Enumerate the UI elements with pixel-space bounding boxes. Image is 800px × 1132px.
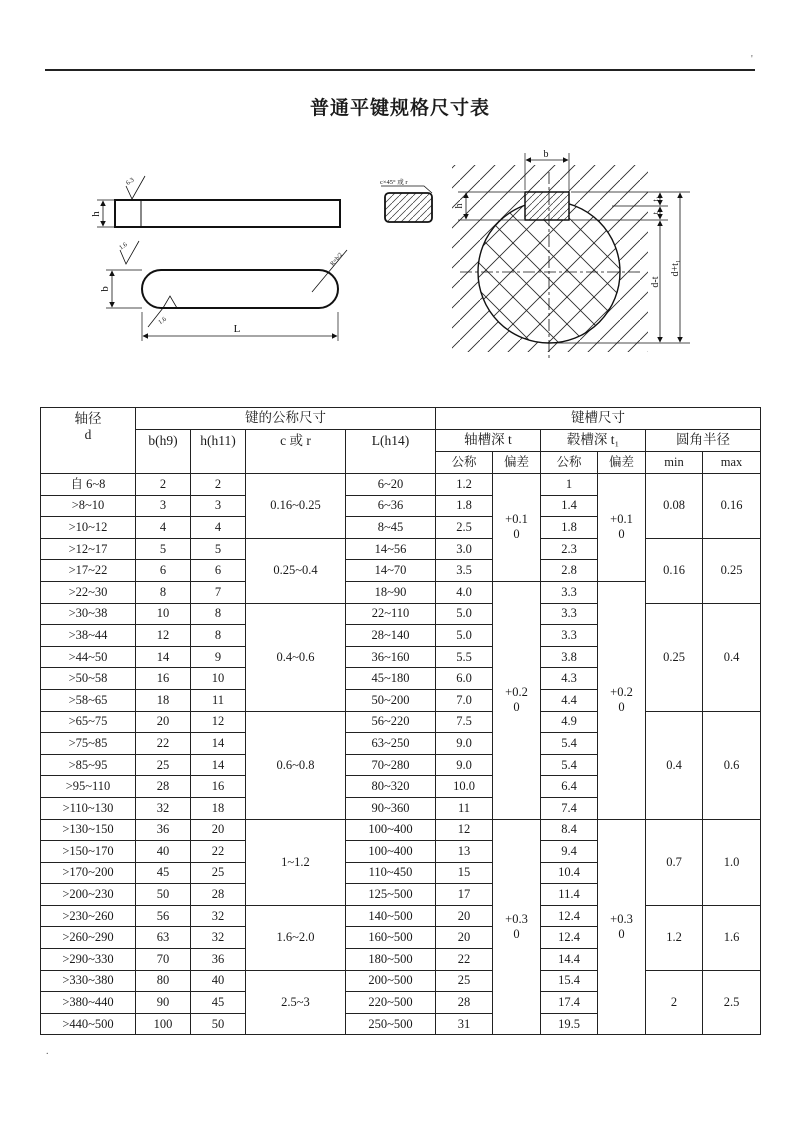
cell-key-length-L: 6~36 (346, 495, 436, 517)
assembly-hub-dim-label: d+t₁ (670, 259, 681, 277)
cell-shaft-diameter: >10~12 (41, 517, 136, 539)
cell-shaft-groove-depth-nominal: 11 (436, 797, 493, 819)
cell-key-height-h: 28 (191, 884, 246, 906)
cell-key-length-L: 14~56 (346, 538, 436, 560)
cell-fillet-radius-max: 1.0 (703, 819, 761, 905)
cell-shaft-groove-deviation: +0.1 0 (493, 474, 541, 582)
cell-fillet-radius-min: 0.25 (646, 603, 703, 711)
cell-shaft-diameter: >38~44 (41, 625, 136, 647)
cell-key-height-h: 32 (191, 927, 246, 949)
cell-key-length-L: 6~20 (346, 474, 436, 496)
cell-shaft-diameter: 自 6~8 (41, 474, 136, 496)
cell-hub-groove-depth-nominal: 10.4 (541, 862, 598, 884)
cell-key-width-b: 5 (136, 538, 191, 560)
cell-hub-groove-depth-nominal: 4.4 (541, 689, 598, 711)
cell-fillet-radius-max: 1.6 (703, 905, 761, 970)
assembly-key-width-label: b (543, 149, 549, 160)
cell-chamfer-c-or-r: 0.4~0.6 (246, 603, 346, 711)
cell-key-length-L: 56~220 (346, 711, 436, 733)
cell-key-height-h: 45 (191, 992, 246, 1014)
cell-key-height-h: 18 (191, 797, 246, 819)
cell-shaft-diameter: >130~150 (41, 819, 136, 841)
cell-fillet-radius-min: 0.4 (646, 711, 703, 819)
cell-shaft-diameter: >330~380 (41, 970, 136, 992)
header-t-nominal: 公称 (436, 452, 493, 474)
cell-shaft-groove-depth-nominal: 9.0 (436, 754, 493, 776)
cell-key-height-h: 50 (191, 1013, 246, 1035)
cell-key-height-h: 5 (191, 538, 246, 560)
cell-hub-groove-depth-nominal: 1.4 (541, 495, 598, 517)
cell-key-length-L: 50~200 (346, 689, 436, 711)
cell-key-length-L: 22~110 (346, 603, 436, 625)
header-t1-deviation: 偏差 (598, 452, 646, 474)
cell-shaft-diameter: >22~30 (41, 581, 136, 603)
cell-shaft-groove-depth-nominal: 4.0 (436, 581, 493, 603)
cell-shaft-groove-depth-nominal: 22 (436, 949, 493, 971)
cell-key-length-L: 90~360 (346, 797, 436, 819)
cell-key-length-L: 18~90 (346, 581, 436, 603)
table-row (41, 905, 761, 927)
cell-shaft-diameter: >110~130 (41, 797, 136, 819)
cell-key-height-h: 36 (191, 949, 246, 971)
top-view-width-label: b (99, 286, 111, 292)
assembly-shaft-dim-label: d-t (650, 276, 661, 288)
cell-shaft-groove-depth-nominal: 5.0 (436, 603, 493, 625)
cell-key-width-b: 4 (136, 517, 191, 539)
cell-hub-groove-depth-nominal: 4.9 (541, 711, 598, 733)
cell-fillet-radius-max: 0.25 (703, 538, 761, 603)
cell-hub-groove-depth-nominal: 3.3 (541, 581, 598, 603)
header-shaft-groove-depth: 轴槽深 t (436, 430, 541, 452)
cell-shaft-diameter: >170~200 (41, 862, 136, 884)
cell-chamfer-c-or-r: 0.6~0.8 (246, 711, 346, 819)
top-view-end-radius-note: R=b/2 (329, 251, 344, 268)
spec-table-body (41, 474, 761, 1035)
cell-key-height-h: 22 (191, 841, 246, 863)
header-shaft-diameter-cn: 轴径 (74, 411, 102, 426)
cell-key-length-L: 220~500 (346, 992, 436, 1014)
cell-key-length-L: 14~70 (346, 560, 436, 582)
cell-shaft-groove-depth-nominal: 15 (436, 862, 493, 884)
cell-hub-groove-deviation: +0.1 0 (598, 474, 646, 582)
cell-key-width-b: 3 (136, 495, 191, 517)
cell-shaft-diameter: >95~110 (41, 776, 136, 798)
cell-hub-groove-deviation: +0.3 0 (598, 819, 646, 1035)
cell-key-width-b: 28 (136, 776, 191, 798)
cell-key-width-b: 8 (136, 581, 191, 603)
cell-key-width-b: 45 (136, 862, 191, 884)
header-radius-min: min (646, 452, 703, 474)
cell-hub-groove-depth-nominal: 5.4 (541, 733, 598, 755)
cell-shaft-diameter: >58~65 (41, 689, 136, 711)
cell-key-height-h: 2 (191, 474, 246, 496)
cell-fillet-radius-min: 0.08 (646, 474, 703, 539)
cell-key-width-b: 36 (136, 819, 191, 841)
cell-shaft-groove-depth-nominal: 5.5 (436, 646, 493, 668)
cell-shaft-groove-depth-nominal: 6.0 (436, 668, 493, 690)
cell-shaft-diameter: >75~85 (41, 733, 136, 755)
header-shaft-diameter-symbol: d (84, 427, 92, 443)
cell-key-width-b: 70 (136, 949, 191, 971)
cell-key-height-h: 25 (191, 862, 246, 884)
cell-shaft-groove-depth-nominal: 31 (436, 1013, 493, 1035)
cell-key-width-b: 40 (136, 841, 191, 863)
top-view-length-label: L (233, 323, 241, 335)
cell-hub-groove-depth-nominal: 6.4 (541, 776, 598, 798)
cell-key-length-L: 140~500 (346, 905, 436, 927)
cell-shaft-groove-depth-nominal: 9.0 (436, 733, 493, 755)
corner-mark-bottom-left: . (46, 1046, 49, 1057)
section-chamfer-note: c×45° 或 r (380, 179, 408, 186)
cell-key-height-h: 7 (191, 581, 246, 603)
cell-hub-groove-depth-nominal: 14.4 (541, 949, 598, 971)
key-side-view-drawing (90, 176, 340, 227)
cell-key-height-h: 40 (191, 970, 246, 992)
cell-hub-groove-depth-nominal: 15.4 (541, 970, 598, 992)
cell-key-width-b: 50 (136, 884, 191, 906)
cell-key-width-b: 16 (136, 668, 191, 690)
key-top-view-drawing (99, 241, 347, 341)
cell-shaft-groove-depth-nominal: 7.5 (436, 711, 493, 733)
cell-key-height-h: 6 (191, 560, 246, 582)
cell-key-length-L: 45~180 (346, 668, 436, 690)
cell-hub-groove-depth-nominal: 12.4 (541, 927, 598, 949)
cell-shaft-groove-depth-nominal: 12 (436, 819, 493, 841)
cell-shaft-diameter: >30~38 (41, 603, 136, 625)
header-L: L(h14) (346, 430, 436, 474)
cell-fillet-radius-min: 1.2 (646, 905, 703, 970)
cell-key-width-b: 56 (136, 905, 191, 927)
cell-shaft-groove-depth-nominal: 10.0 (436, 776, 493, 798)
cell-shaft-diameter: >85~95 (41, 754, 136, 776)
header-shaft-diameter (41, 408, 136, 474)
cell-shaft-diameter: >260~290 (41, 927, 136, 949)
cell-key-width-b: 10 (136, 603, 191, 625)
cell-shaft-diameter: >17~22 (41, 560, 136, 582)
cell-key-width-b: 90 (136, 992, 191, 1014)
cell-key-height-h: 11 (191, 689, 246, 711)
cell-key-length-L: 250~500 (346, 1013, 436, 1035)
cell-shaft-groove-depth-nominal: 1.2 (436, 474, 493, 496)
cell-key-height-h: 10 (191, 668, 246, 690)
cell-shaft-groove-depth-nominal: 5.0 (436, 625, 493, 647)
cell-shaft-groove-depth-nominal: 20 (436, 905, 493, 927)
cell-hub-groove-depth-nominal: 2.3 (541, 538, 598, 560)
header-group-slot-dims: 键槽尺寸 (436, 408, 761, 430)
cell-hub-groove-depth-nominal: 4.3 (541, 668, 598, 690)
shaft-hub-assembly-drawing (452, 149, 690, 360)
cell-fillet-radius-max: 2.5 (703, 970, 761, 1035)
cell-key-width-b: 63 (136, 927, 191, 949)
cell-key-width-b: 100 (136, 1013, 191, 1035)
cell-key-height-h: 8 (191, 625, 246, 647)
header-radius-max: max (703, 452, 761, 474)
cell-hub-groove-depth-nominal: 7.4 (541, 797, 598, 819)
cell-hub-groove-depth-nominal: 3.3 (541, 603, 598, 625)
cell-key-height-h: 4 (191, 517, 246, 539)
cell-shaft-diameter: >50~58 (41, 668, 136, 690)
cell-key-width-b: 32 (136, 797, 191, 819)
cell-key-width-b: 2 (136, 474, 191, 496)
cell-key-height-h: 32 (191, 905, 246, 927)
cell-fillet-radius-max: 0.4 (703, 603, 761, 711)
cell-chamfer-c-or-r: 1~1.2 (246, 819, 346, 905)
cell-shaft-diameter: >200~230 (41, 884, 136, 906)
cell-hub-groove-depth-nominal: 3.8 (541, 646, 598, 668)
cell-shaft-diameter: >290~330 (41, 949, 136, 971)
cell-chamfer-c-or-r: 0.16~0.25 (246, 474, 346, 539)
cell-hub-groove-depth-nominal: 5.4 (541, 754, 598, 776)
cell-hub-groove-depth-nominal: 8.4 (541, 819, 598, 841)
cell-key-height-h: 14 (191, 754, 246, 776)
table-row (41, 819, 761, 841)
cell-key-length-L: 63~250 (346, 733, 436, 755)
key-section-drawing (380, 177, 432, 222)
cell-key-length-L: 125~500 (346, 884, 436, 906)
technical-drawings (0, 140, 800, 410)
cell-hub-groove-depth-nominal: 17.4 (541, 992, 598, 1014)
header-t1-nominal: 公称 (541, 452, 598, 474)
cell-shaft-diameter: >65~75 (41, 711, 136, 733)
table-row (41, 603, 761, 625)
cell-shaft-groove-depth-nominal: 2.5 (436, 517, 493, 539)
cell-shaft-diameter: >150~170 (41, 841, 136, 863)
cell-hub-groove-depth-nominal: 19.5 (541, 1013, 598, 1035)
side-view-height-label: h (90, 211, 102, 217)
cell-key-length-L: 110~450 (346, 862, 436, 884)
cell-hub-groove-depth-nominal: 1.8 (541, 517, 598, 539)
cell-chamfer-c-or-r: 2.5~3 (246, 970, 346, 1035)
cell-hub-groove-deviation: +0.2 0 (598, 581, 646, 819)
cell-key-width-b: 12 (136, 625, 191, 647)
cell-hub-groove-depth-nominal: 1 (541, 474, 598, 496)
table-row (41, 711, 761, 733)
page-top-rule (45, 69, 755, 71)
assembly-key-height-label: h (454, 203, 465, 209)
cell-shaft-groove-depth-nominal: 3.5 (436, 560, 493, 582)
cell-hub-groove-depth-nominal: 2.8 (541, 560, 598, 582)
cell-fillet-radius-min: 0.7 (646, 819, 703, 905)
corner-mark-top-right: ' (751, 54, 753, 65)
cell-shaft-groove-depth-nominal: 17 (436, 884, 493, 906)
table-row (41, 538, 761, 560)
cell-chamfer-c-or-r: 1.6~2.0 (246, 905, 346, 970)
table-row (41, 970, 761, 992)
cell-key-width-b: 20 (136, 711, 191, 733)
cell-key-length-L: 100~400 (346, 819, 436, 841)
cell-key-width-b: 80 (136, 970, 191, 992)
table-row (41, 474, 761, 496)
cell-shaft-groove-depth-nominal: 7.0 (436, 689, 493, 711)
cell-key-length-L: 160~500 (346, 927, 436, 949)
header-hub-groove-depth: 毂槽深 t₁ (541, 430, 646, 452)
cell-key-length-L: 200~500 (346, 970, 436, 992)
cell-hub-groove-depth-nominal: 9.4 (541, 841, 598, 863)
cell-key-height-h: 3 (191, 495, 246, 517)
cell-key-width-b: 22 (136, 733, 191, 755)
assembly-hub-depth-label: t₁ (650, 196, 660, 202)
cell-hub-groove-depth-nominal: 12.4 (541, 905, 598, 927)
cell-shaft-diameter: >12~17 (41, 538, 136, 560)
cell-fillet-radius-max: 0.16 (703, 474, 761, 539)
cell-shaft-diameter: >380~440 (41, 992, 136, 1014)
cell-key-length-L: 28~140 (346, 625, 436, 647)
cell-hub-groove-depth-nominal: 11.4 (541, 884, 598, 906)
cell-key-height-h: 14 (191, 733, 246, 755)
cell-key-length-L: 36~160 (346, 646, 436, 668)
cell-shaft-groove-depth-nominal: 20 (436, 927, 493, 949)
top-view-roughness-bottom-value: 1.6 (157, 315, 168, 327)
cell-key-height-h: 12 (191, 711, 246, 733)
cell-key-width-b: 25 (136, 754, 191, 776)
cell-shaft-diameter: >8~10 (41, 495, 136, 517)
cell-hub-groove-depth-nominal: 3.3 (541, 625, 598, 647)
cell-key-length-L: 100~400 (346, 841, 436, 863)
cell-key-height-h: 20 (191, 819, 246, 841)
cell-key-height-h: 9 (191, 646, 246, 668)
key-spec-table (40, 407, 761, 1035)
cell-shaft-groove-depth-nominal: 3.0 (436, 538, 493, 560)
header-t-deviation: 偏差 (493, 452, 541, 474)
cell-shaft-diameter: >44~50 (41, 646, 136, 668)
cell-shaft-groove-depth-nominal: 25 (436, 970, 493, 992)
cell-shaft-groove-deviation: +0.2 0 (493, 581, 541, 819)
cell-key-width-b: 6 (136, 560, 191, 582)
cell-shaft-groove-depth-nominal: 1.8 (436, 495, 493, 517)
cell-shaft-groove-depth-nominal: 13 (436, 841, 493, 863)
cell-shaft-groove-depth-nominal: 28 (436, 992, 493, 1014)
header-b: b(h9) (136, 430, 191, 474)
header-h: h(h11) (191, 430, 246, 474)
cell-shaft-groove-deviation: +0.3 0 (493, 819, 541, 1035)
cell-fillet-radius-min: 0.16 (646, 538, 703, 603)
cell-shaft-diameter: >230~260 (41, 905, 136, 927)
cell-key-length-L: 70~280 (346, 754, 436, 776)
cell-key-length-L: 80~320 (346, 776, 436, 798)
cell-key-height-h: 16 (191, 776, 246, 798)
top-view-roughness-top-value: 1.6 (118, 241, 129, 252)
cell-fillet-radius-max: 0.6 (703, 711, 761, 819)
assembly-shaft-depth-label: t (650, 211, 660, 215)
cell-shaft-diameter: >440~500 (41, 1013, 136, 1035)
header-fillet-radius: 圆角半径 (646, 430, 761, 452)
cell-fillet-radius-min: 2 (646, 970, 703, 1035)
page-title: 普通平键规格尺寸表 (309, 97, 490, 119)
cell-key-width-b: 14 (136, 646, 191, 668)
cell-key-length-L: 8~45 (346, 517, 436, 539)
cell-chamfer-c-or-r: 0.25~0.4 (246, 538, 346, 603)
header-c-or-r: c 或 r (246, 430, 346, 474)
cell-key-height-h: 8 (191, 603, 246, 625)
cell-key-length-L: 180~500 (346, 949, 436, 971)
header-group-key-dims: 键的公称尺寸 (136, 408, 436, 430)
cell-key-width-b: 18 (136, 689, 191, 711)
side-view-roughness-value: 6.3 (124, 176, 136, 187)
